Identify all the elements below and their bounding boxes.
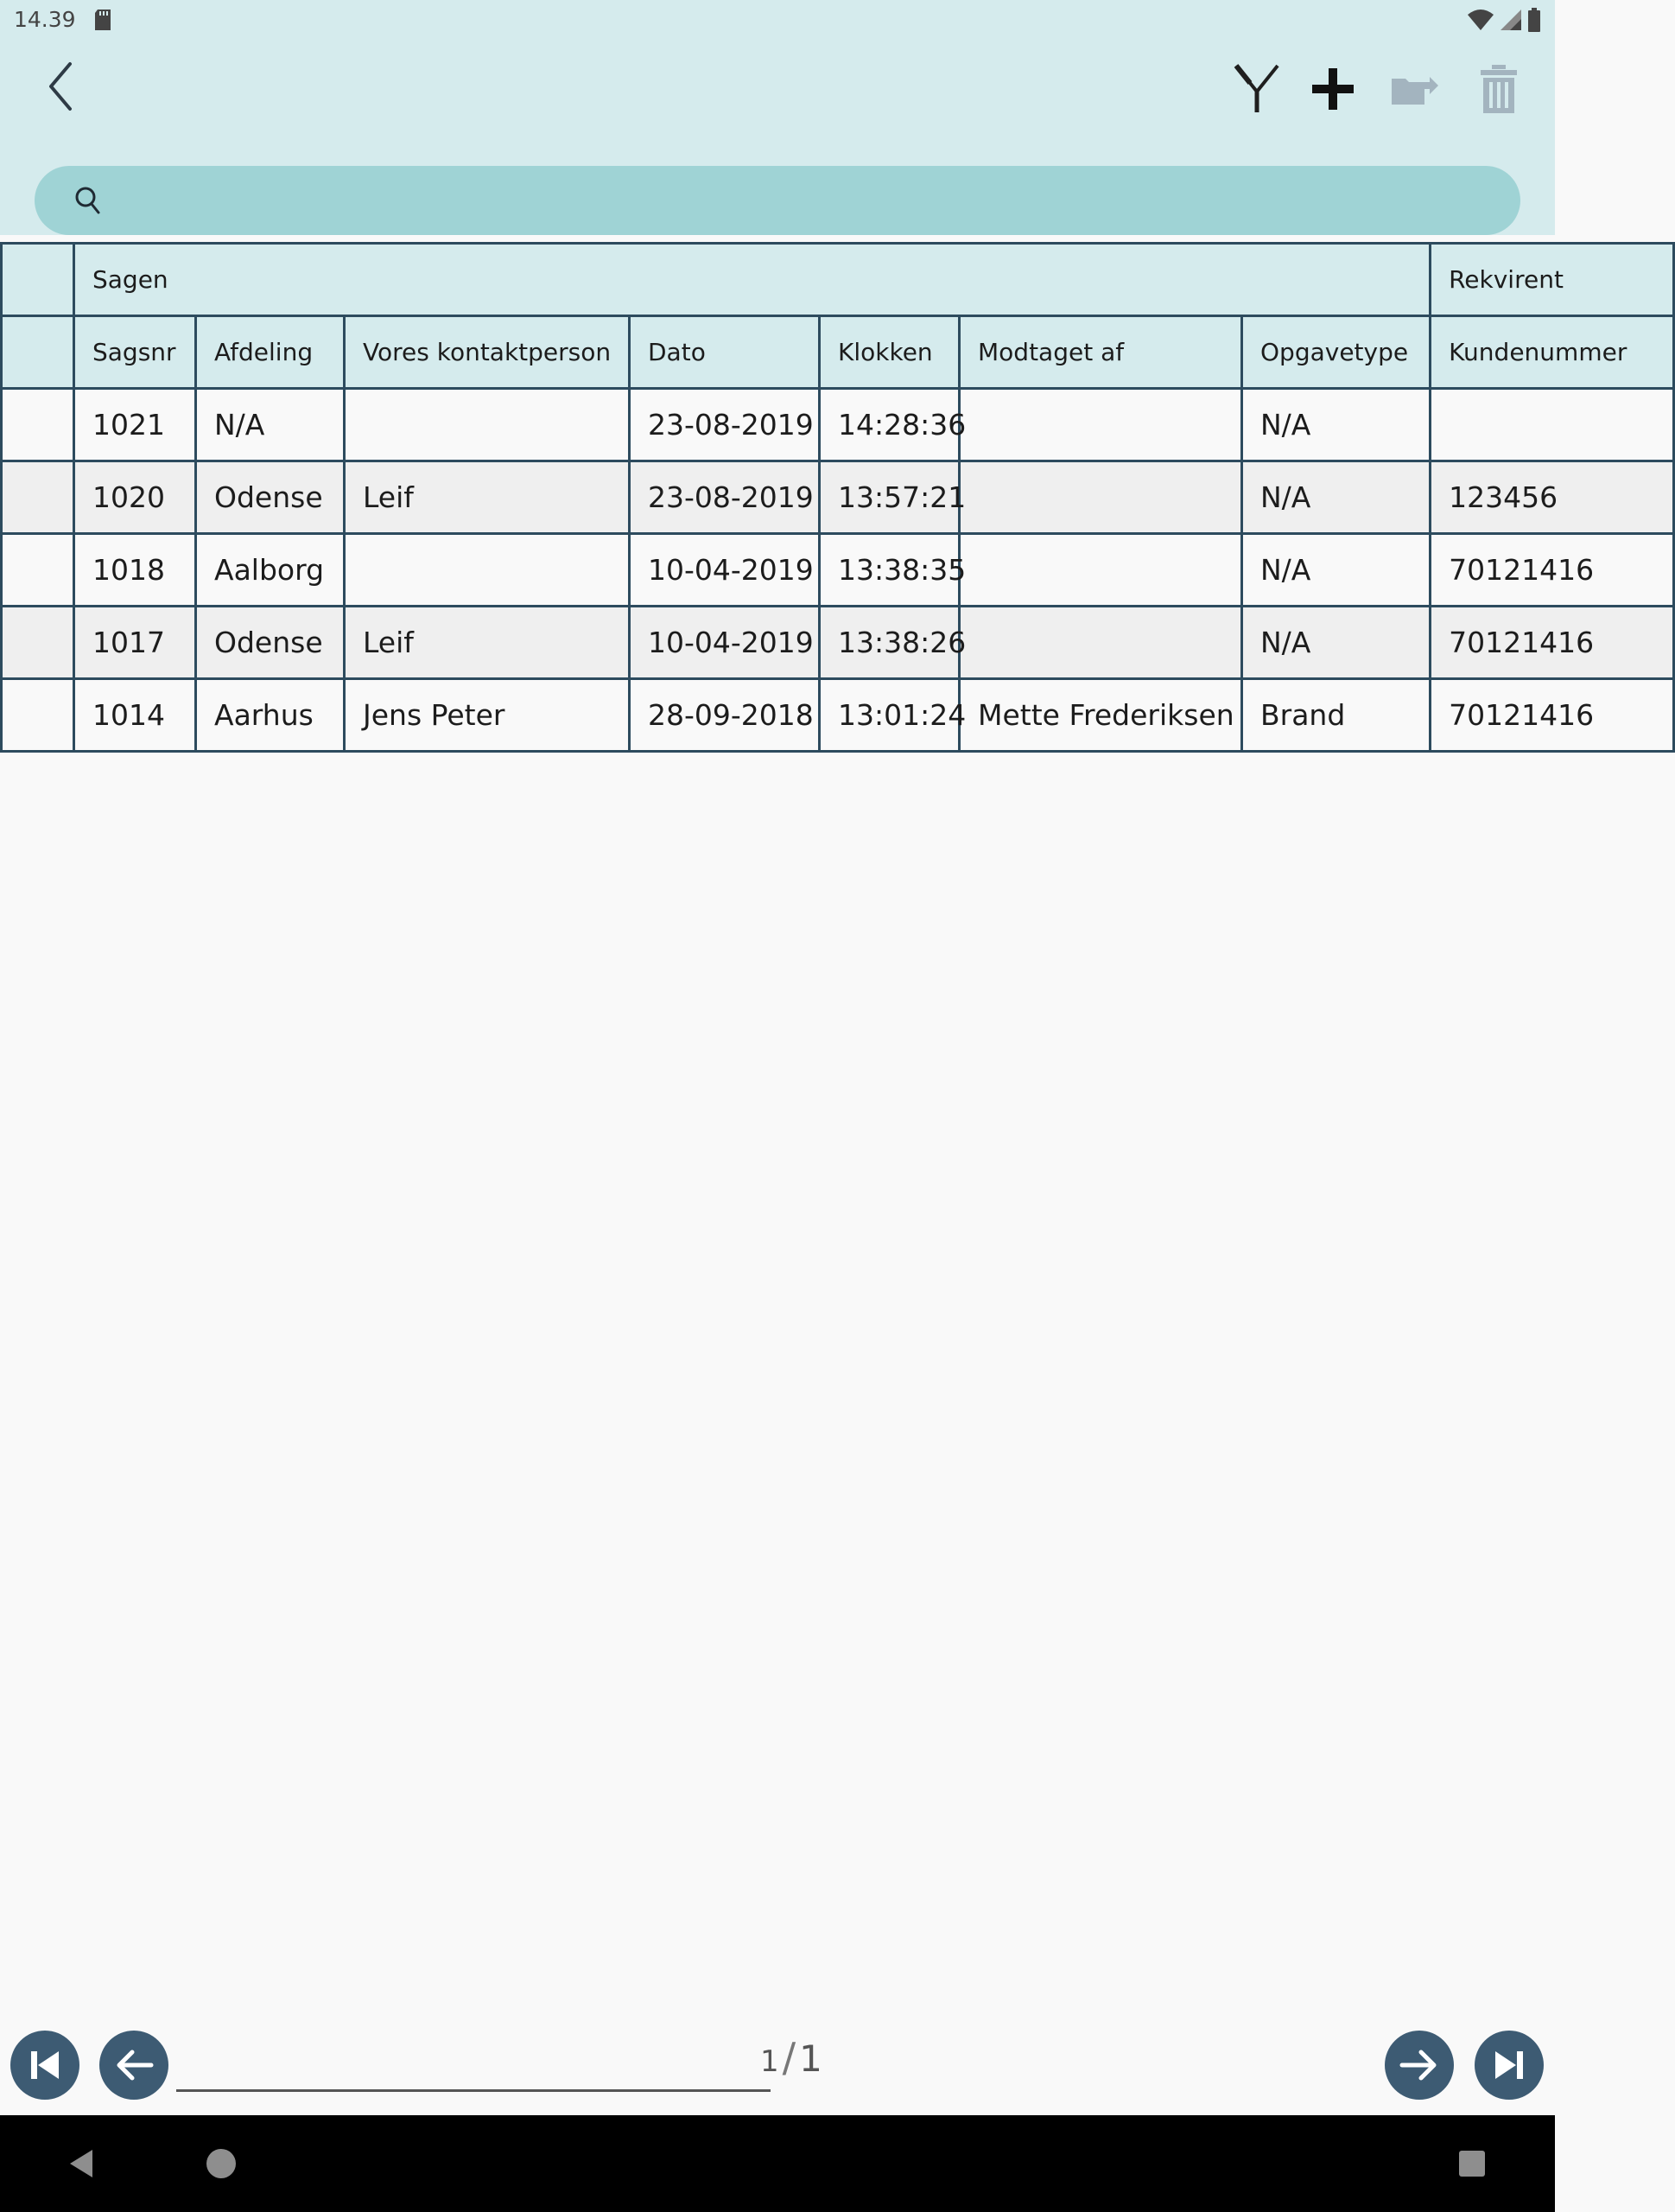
cell-kontaktperson: Leif bbox=[345, 461, 630, 534]
cell-opgavetype: N/A bbox=[1242, 461, 1431, 534]
row-select-cell[interactable] bbox=[2, 461, 74, 534]
column-header-dato[interactable]: Dato bbox=[630, 316, 820, 389]
last-page-button[interactable] bbox=[1475, 2031, 1544, 2100]
total-pages: 1 bbox=[799, 2037, 822, 2080]
nav-back-icon bbox=[67, 2148, 96, 2179]
arrow-left-icon bbox=[113, 2048, 155, 2082]
cell-afdeling: Odense bbox=[196, 607, 345, 679]
column-header-sagsnr[interactable]: Sagsnr bbox=[74, 316, 196, 389]
cell-kundenummer: 123456 bbox=[1431, 461, 1674, 534]
status-icons bbox=[1467, 7, 1541, 33]
cell-modtaget-af: Mette Frederiksen bbox=[960, 679, 1242, 752]
cell-afdeling: Aarhus bbox=[196, 679, 345, 752]
table-row[interactable] bbox=[2, 389, 1674, 461]
cell-dato: 23-08-2019 bbox=[630, 389, 820, 461]
cell-sagsnr: 1020 bbox=[74, 461, 196, 534]
filter-button[interactable] bbox=[1228, 60, 1285, 118]
results-table-container[interactable] bbox=[0, 242, 1627, 752]
table-row[interactable] bbox=[2, 461, 1674, 534]
nav-recents-button[interactable] bbox=[1450, 2141, 1494, 2186]
cell-modtaget-af bbox=[960, 534, 1242, 607]
cell-klokken: 14:28:36 bbox=[820, 389, 960, 461]
cell-kundenummer: 70121416 bbox=[1431, 679, 1674, 752]
cell-opgavetype: Brand bbox=[1242, 679, 1431, 752]
column-header-opgavetype[interactable]: Opgavetype bbox=[1242, 316, 1431, 389]
search-input[interactable] bbox=[121, 175, 1486, 226]
status-time: 14.39 bbox=[14, 7, 76, 32]
plus-icon bbox=[1310, 67, 1355, 111]
group-header-rekvirent: Rekvirent bbox=[1431, 244, 1674, 316]
table-row[interactable] bbox=[2, 534, 1674, 607]
nav-home-button[interactable] bbox=[199, 2141, 244, 2186]
column-header-klokken[interactable]: Klokken bbox=[820, 316, 960, 389]
column-header-kontaktperson[interactable]: Vores kontaktperson bbox=[345, 316, 630, 389]
row-select-cell[interactable] bbox=[2, 534, 74, 607]
cell-kontaktperson bbox=[345, 389, 630, 461]
pagination-bar bbox=[0, 2022, 1555, 2108]
column-header-afdeling[interactable]: Afdeling bbox=[196, 316, 345, 389]
sd-card-icon bbox=[93, 9, 112, 31]
current-page[interactable]: 1 bbox=[760, 2044, 779, 2079]
nav-recents-icon bbox=[1457, 2149, 1487, 2178]
move-button[interactable] bbox=[1386, 60, 1443, 118]
system-navigation-bar bbox=[0, 2115, 1555, 2212]
cell-dato: 28-09-2018 bbox=[630, 679, 820, 752]
battery-icon bbox=[1527, 8, 1541, 32]
cell-sagsnr: 1018 bbox=[74, 534, 196, 607]
cell-kundenummer: 70121416 bbox=[1431, 534, 1674, 607]
delete-button[interactable] bbox=[1470, 60, 1527, 118]
filter-icon bbox=[1233, 62, 1281, 116]
cell-klokken: 13:01:24 bbox=[820, 679, 960, 752]
cell-modtaget-af bbox=[960, 461, 1242, 534]
row-select-cell[interactable] bbox=[2, 607, 74, 679]
column-header-modtaget-af[interactable]: Modtaget af bbox=[960, 316, 1242, 389]
cell-klokken: 13:38:26 bbox=[820, 607, 960, 679]
cell-opgavetype: N/A bbox=[1242, 534, 1431, 607]
search-icon bbox=[71, 183, 105, 218]
cell-afdeling: Odense bbox=[196, 461, 345, 534]
add-button[interactable] bbox=[1304, 60, 1361, 118]
cell-kundenummer bbox=[1431, 389, 1674, 461]
cell-klokken: 13:57:21 bbox=[820, 461, 960, 534]
column-header-kundenummer[interactable]: Kundenummer bbox=[1431, 316, 1674, 389]
chevron-left-icon bbox=[46, 60, 75, 112]
back-button[interactable] bbox=[35, 54, 86, 119]
wifi-icon bbox=[1467, 9, 1494, 31]
cell-kundenummer: 70121416 bbox=[1431, 607, 1674, 679]
results-table bbox=[0, 242, 1675, 753]
cell-opgavetype: N/A bbox=[1242, 607, 1431, 679]
status-bar bbox=[0, 0, 1555, 43]
signal-icon bbox=[1500, 9, 1522, 31]
arrow-right-icon bbox=[1399, 2048, 1440, 2082]
cell-dato: 10-04-2019 bbox=[630, 607, 820, 679]
cell-afdeling: Aalborg bbox=[196, 534, 345, 607]
skip-first-icon bbox=[26, 2046, 64, 2084]
search-bar[interactable] bbox=[35, 166, 1520, 235]
nav-home-icon bbox=[204, 2146, 238, 2181]
cell-modtaget-af bbox=[960, 389, 1242, 461]
column-header-row bbox=[2, 316, 1674, 389]
move-folder-icon bbox=[1390, 70, 1438, 108]
cell-dato: 23-08-2019 bbox=[630, 461, 820, 534]
cell-sagsnr: 1017 bbox=[74, 607, 196, 679]
cell-afdeling: N/A bbox=[196, 389, 345, 461]
row-select-cell[interactable] bbox=[2, 679, 74, 752]
cell-modtaget-af bbox=[960, 607, 1242, 679]
cell-dato: 10-04-2019 bbox=[630, 534, 820, 607]
skip-last-icon bbox=[1490, 2046, 1528, 2084]
cell-kontaktperson bbox=[345, 534, 630, 607]
row-select-cell[interactable] bbox=[2, 389, 74, 461]
table-row[interactable] bbox=[2, 607, 1674, 679]
cell-kontaktperson: Leif bbox=[345, 607, 630, 679]
column-header-select[interactable] bbox=[2, 316, 74, 389]
nav-back-button[interactable] bbox=[59, 2141, 104, 2186]
top-area bbox=[0, 0, 1555, 235]
page-input-underline[interactable] bbox=[176, 2089, 771, 2092]
next-page-button[interactable] bbox=[1385, 2031, 1454, 2100]
group-header-row bbox=[2, 244, 1674, 316]
first-page-button[interactable] bbox=[10, 2031, 79, 2100]
cell-sagsnr: 1021 bbox=[74, 389, 196, 461]
page-indicator bbox=[760, 2034, 822, 2081]
group-header-cell bbox=[2, 244, 74, 316]
cell-klokken: 13:38:35 bbox=[820, 534, 960, 607]
trash-icon bbox=[1479, 65, 1519, 113]
cell-opgavetype: N/A bbox=[1242, 389, 1431, 461]
cell-kontaktperson: Jens Peter bbox=[345, 679, 630, 752]
group-header-sagen: Sagen bbox=[74, 244, 1431, 316]
page-separator: / bbox=[782, 2034, 796, 2081]
previous-page-button[interactable] bbox=[99, 2031, 168, 2100]
table-row[interactable] bbox=[2, 679, 1674, 752]
cell-sagsnr: 1014 bbox=[74, 679, 196, 752]
